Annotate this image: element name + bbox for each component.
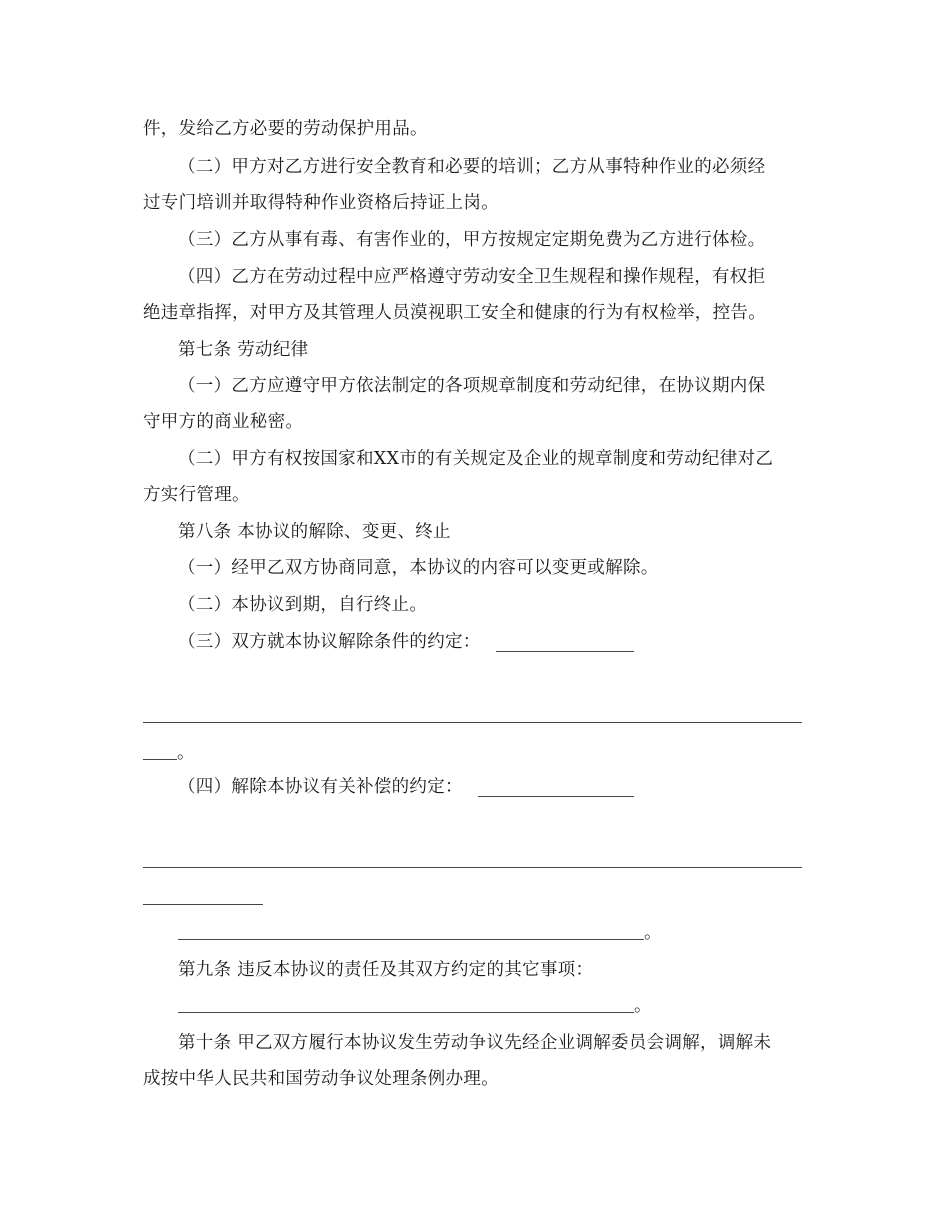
fill-in-blank bbox=[178, 1012, 634, 1013]
article-heading: 第十条 甲乙双方履行本协议发生劳动争议先经企业调解委员会调解，调解未 bbox=[178, 1033, 772, 1053]
fill-in-blank bbox=[478, 796, 634, 797]
paragraph-line: （三）双方就本协议解除条件的约定： bbox=[178, 632, 481, 652]
fill-in-blank bbox=[143, 722, 802, 723]
paragraph-line: （三）乙方从事有毒、有害作业的，甲方按规定定期免费为乙方进行体检。 bbox=[178, 230, 766, 250]
fill-in-blank bbox=[496, 651, 634, 652]
article-heading: 第七条 劳动纪律 bbox=[178, 340, 309, 360]
fill-in-blank bbox=[143, 904, 263, 905]
fill-in-blank bbox=[178, 939, 644, 940]
paragraph-line: 成按中华人民共和国劳动争议处理条例办理。 bbox=[143, 1069, 499, 1089]
fill-in-blank bbox=[143, 867, 802, 868]
period-mark: 。 bbox=[644, 923, 662, 943]
paragraph-line: （四）解除本协议有关补偿的约定： bbox=[178, 777, 463, 797]
article-heading: 第九条 违反本协议的责任及其双方约定的其它事项： bbox=[178, 960, 594, 980]
paragraph-line: （二）甲方对乙方进行安全教育和必要的培训；乙方从事特种作业的必须经 bbox=[178, 157, 766, 177]
fill-in-blank bbox=[143, 759, 177, 760]
paragraph-line: 绝违章指挥，对甲方及其管理人员漠视职工安全和健康的行为有权检举，控告。 bbox=[143, 303, 766, 323]
paragraph-line: 方实行管理。 bbox=[143, 485, 250, 505]
period-mark: 。 bbox=[177, 743, 195, 763]
paragraph-line: （二）本协议到期，自行终止。 bbox=[178, 595, 428, 615]
paragraph-line: （一）乙方应遵守甲方依法制定的各项规章制度和劳动纪律，在协议期内保 bbox=[178, 376, 766, 396]
paragraph-line: （四）乙方在劳动过程中应严格遵守劳动安全卫生规程和操作规程，有权拒 bbox=[178, 267, 766, 287]
paragraph-line: 件，发给乙方必要的劳动保护用品。 bbox=[143, 119, 428, 139]
paragraph-line: （二）甲方有权按国家和XX市的有关规定及企业的规章制度和劳动纪律对乙 bbox=[178, 449, 774, 469]
paragraph-line: （一）经甲乙双方协商同意，本协议的内容可以变更或解除。 bbox=[178, 558, 659, 578]
period-mark: 。 bbox=[634, 996, 652, 1016]
paragraph-line: 守甲方的商业秘密。 bbox=[143, 412, 304, 432]
article-heading: 第八条 本协议的解除、变更、终止 bbox=[178, 522, 451, 542]
paragraph-line: 过专门培训并取得特种作业资格后持证上岗。 bbox=[143, 193, 499, 213]
